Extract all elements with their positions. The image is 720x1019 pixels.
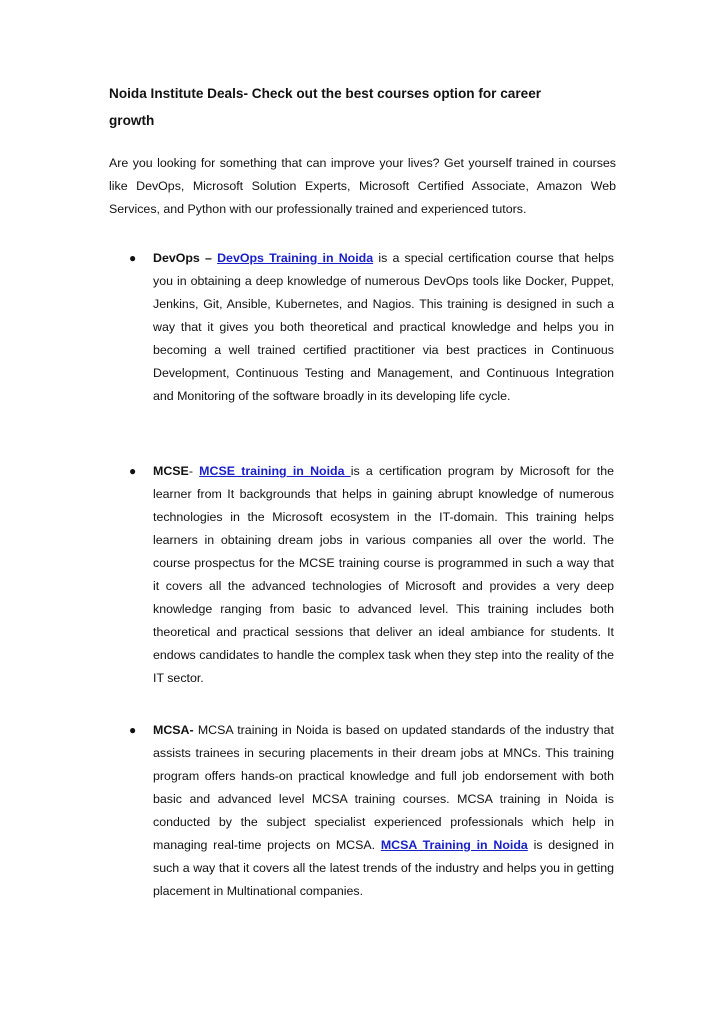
mcsa-training-link[interactable]: MCSA Training in Noida: [380, 838, 528, 852]
mcse-lead: MCSE: [153, 464, 189, 478]
mcse-separator: -: [188, 464, 200, 478]
intro-paragraph: Are you looking for something that can improve your lives? Get yourself trained in courses like DevOps, Microsoft Solution Experts, Microsoft Certified Associate, Amazon Web Services, and Python with our professionally trained and experienced tutors.: [109, 156, 616, 216]
mcsa-text-before: MCSA training in Noida is based on updated standards of the industry that assists trainees in securing placements in their dream jobs at MNCs. This training program offers hands-on practical knowledge and full job endorsement with both basic and advanced level MCSA training courses. MCSA training in Noida is conducted by the subject specialist experienced professionals which help in managing real-time projects on MCSA.: [153, 723, 614, 852]
mcse-training-link[interactable]: MCSE training in Noida: [199, 464, 351, 478]
page-title: Noida Institute Deals- Check out the best courses option for career growth: [109, 86, 542, 128]
mcsa-paragraph: [153, 719, 614, 903]
devops-lead: DevOps –: [153, 251, 218, 265]
bullet-icon: ●: [129, 723, 137, 737]
devops-text: is a special certification course that helps you in obtaining a deep knowledge of numerous DevOps tools like Docker, Puppet, Jenkins, Git, Ansible, Kubernetes, and Nagios. This training is designed in such a way that it gives you both theoretical and practical knowledge and helps you in becoming a well trained certified practitioner via best practices in Continuous Development, Continuous Testing and Management, and Continuous Integration and Monitoring of the software broadly in its developing life cycle.: [153, 251, 614, 403]
bullet-icon: ●: [129, 464, 137, 478]
bullet-icon: ●: [129, 251, 137, 265]
mcsa-text-after: is designed in such a way that it covers all the latest trends of the industry and helps you in getting placement in Multinational companies.: [153, 838, 614, 898]
mcsa-lead: MCSA-: [153, 723, 194, 737]
mcse-text: is a certification program by Microsoft for the learner from It backgrounds that helps in gaining abrupt knowledge of numerous technologies in the Microsoft ecosystem in the IT-domain. This training helps learners in obtaining dream jobs in various companies all over the world. The course prospectus for the MCSE training course is programmed in such a way that it covers all the advanced technologies of Microsoft and provides a very deep knowledge ranging from basic to advanced level. This training includes both theoretical and practical sessions that deliver an ideal ambiance for students. It endows candidates to handle the complex task when they step into the reality of the IT sector.: [153, 464, 614, 685]
devops-paragraph: [153, 247, 614, 408]
devops-training-link[interactable]: DevOps Training in Noida: [217, 251, 374, 265]
mcse-paragraph: [153, 460, 614, 690]
